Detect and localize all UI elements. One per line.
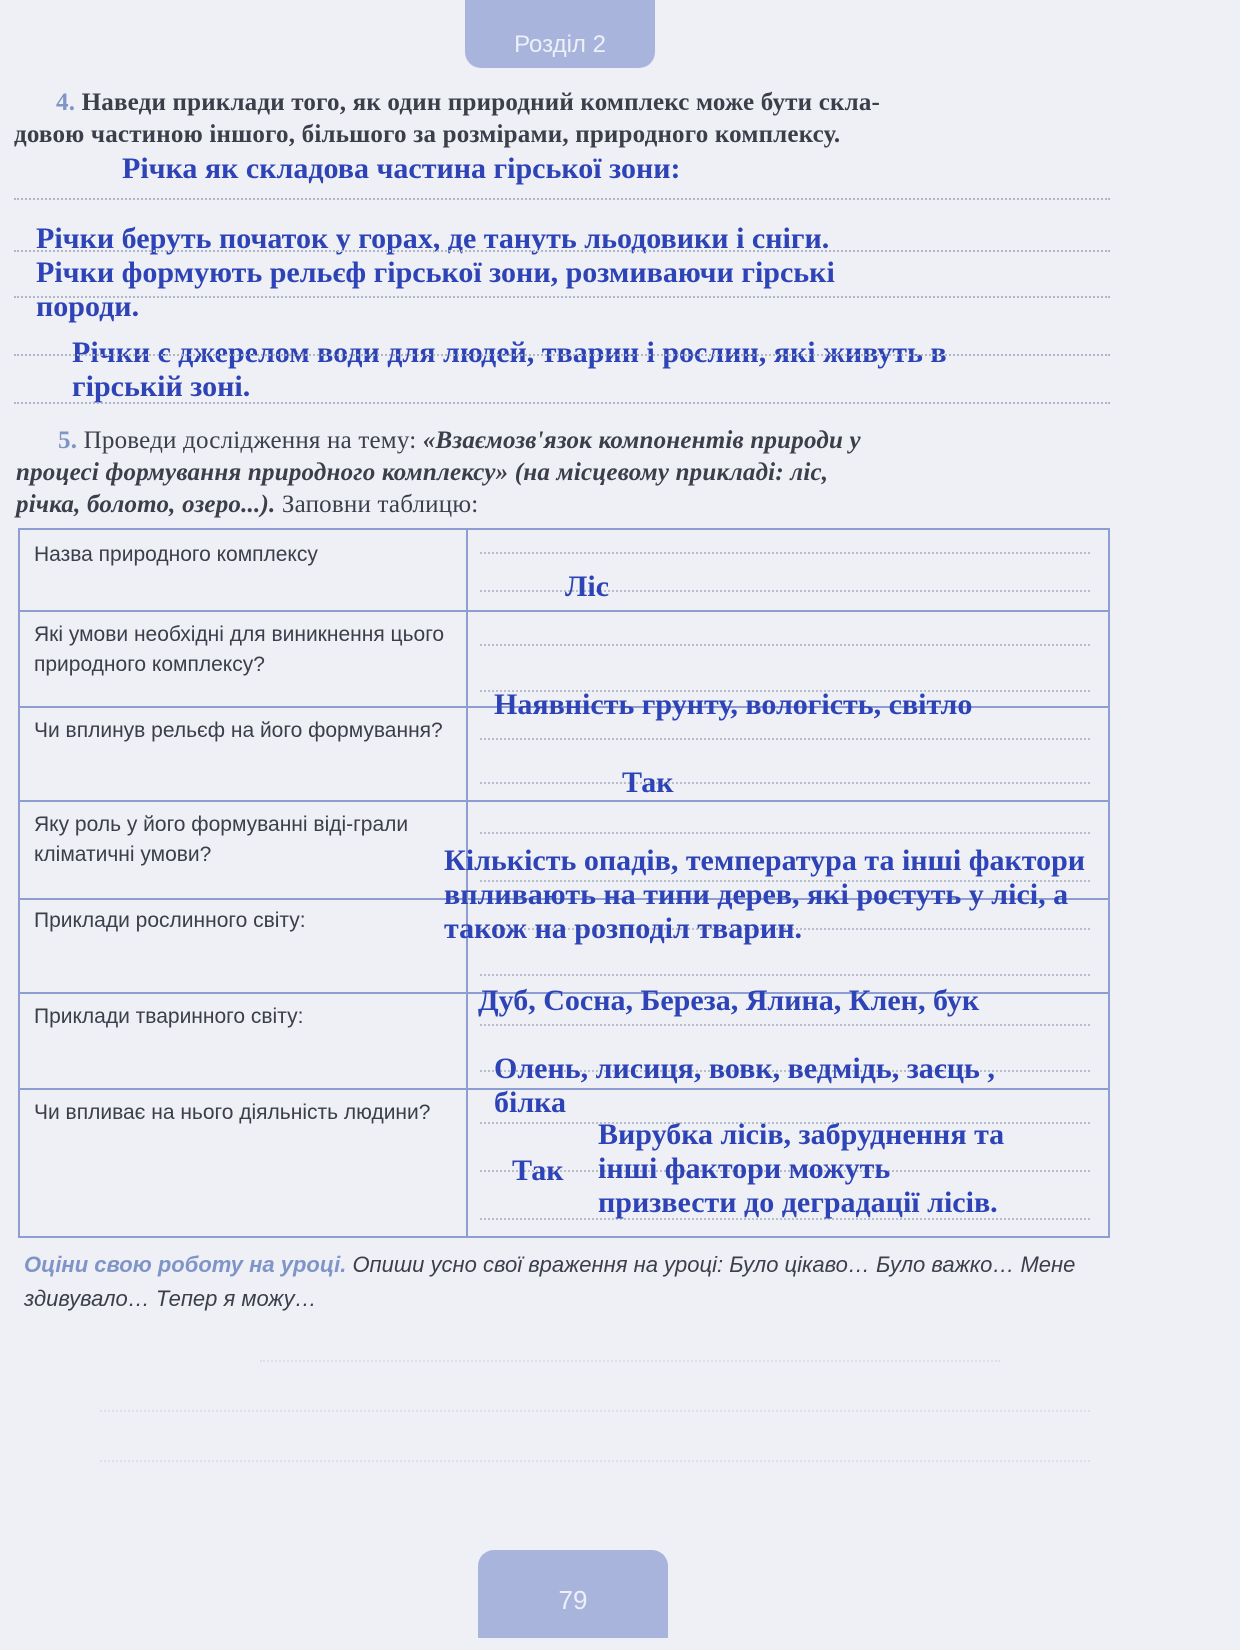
answer-human-line1: Вирубка лісів, забруднення та (598, 1118, 1005, 1151)
answer-human-line2: інші фактори можуть (598, 1152, 891, 1185)
task4-prompt (56, 86, 1166, 120)
cell-dotline (480, 1024, 1090, 1026)
answer-animals-line2: білка (494, 1086, 566, 1119)
answer-dotline (14, 250, 1110, 252)
answer-complex-name: Ліс (565, 570, 610, 603)
answer-climate-line1: Кількість опадів, температура та інші фактори (444, 844, 1086, 877)
answer-relief: Так (622, 766, 674, 799)
answer-human-short: Так (512, 1154, 564, 1187)
cell-dotline (480, 644, 1090, 646)
cell-dotline (480, 552, 1090, 554)
answer-animals-line1: Олень, лисиця, вовк, ведмідь, заєць , (494, 1052, 995, 1085)
task4-answer-line5: гірській зоні. (72, 370, 251, 403)
task4-answer-line3: породи. (36, 290, 140, 323)
task4-answer-title: Річка як складова частина гірської зони: (122, 152, 681, 185)
cell-dotline (480, 782, 1090, 784)
task4-answer-line2: Річки формують рельєф гірської зони, розмиваючи гірські (36, 256, 835, 289)
answer-climate-line2: впливають на типи дерев, які ростуть у лісі, а (444, 878, 1069, 911)
task5-instruction: Заповни таблицю: (281, 491, 479, 518)
task4-text-line1: Наведи приклади того, як один природний комплекс може бути скла- (81, 89, 881, 116)
answer-climate-line3: також на розподіл тварин. (444, 912, 802, 945)
table-row-divider (20, 610, 1108, 612)
cell-dotline (480, 832, 1090, 834)
answer-conditions: Наявність грунту, вологість, світло (494, 688, 973, 721)
task5-prompt-line1 (58, 424, 1168, 458)
table-row-label: Яку роль у його формуванні віді-грали кліматичні умови? (34, 813, 409, 866)
task4-answer-line4: Річки є джерелом води для людей, тварин і рослин, які живуть в (72, 336, 947, 369)
task5-intro: Проведи дослідження на тему: (83, 427, 417, 454)
section-tab: Розділ 2 (465, 0, 655, 68)
cell-dotline (480, 974, 1090, 976)
answer-plants: Дуб, Сосна, Береза, Ялина, Клен, бук (478, 984, 980, 1017)
table-row-divider (20, 800, 1108, 802)
task5-number: 5. (58, 427, 78, 454)
showthrough-line (100, 1410, 1090, 1412)
answer-dotline (14, 296, 1110, 298)
task4-number: 4. (56, 89, 76, 116)
task5-topic-b: процесі формування природного комплексу» (16, 459, 509, 486)
self-assessment (24, 1248, 1124, 1316)
task5-topic-a: «Взаємозв'язок компонентів природи у (422, 427, 861, 454)
task5-prompt-line3 (16, 488, 1166, 522)
page-number: 79 (478, 1550, 668, 1638)
task5-paren-b: річка, болото, озеро...). (16, 491, 276, 518)
answer-dotline (14, 198, 1110, 200)
self-assessment-title: Оціни свою роботу на уроці. (24, 1252, 347, 1277)
task5-paren-a: (на місцевому прикладі: ліс, (514, 459, 829, 486)
task4-text-line2: довою частиною іншого, більшого за розмірами, природного комплексу. (14, 121, 841, 148)
showthrough-line (100, 1460, 1090, 1462)
cell-dotline (480, 738, 1090, 740)
answer-dotline (14, 402, 1110, 404)
table-row-label: Приклади тваринного світу: (34, 1005, 304, 1028)
self-assessment-text: Опиши усно свої враження на уроці: Було цікаво… Було важко… Мене здивувало… Тепер я можу… (24, 1252, 1076, 1311)
answer-dotline (14, 354, 1110, 356)
table-row-label: Чи впливає на нього діяльність людини? (34, 1101, 431, 1124)
answer-human-line3: призвести до деградації лісів. (598, 1186, 998, 1219)
showthrough-line (260, 1360, 1000, 1362)
task5-prompt-line2 (16, 456, 1166, 490)
table-row-label: Чи вплинув рельєф на його формування? (34, 719, 443, 742)
table-row-label: Назва природного комплексу (34, 543, 318, 566)
table-row-label: Які умови необхідні для виникнення цього природного комплексу? (34, 623, 445, 676)
task4-answer-line1: Річки беруть початок у горах, де тануть льодовики і сніги. (36, 222, 830, 255)
table-row-label: Приклади рослинного світу: (34, 909, 306, 932)
